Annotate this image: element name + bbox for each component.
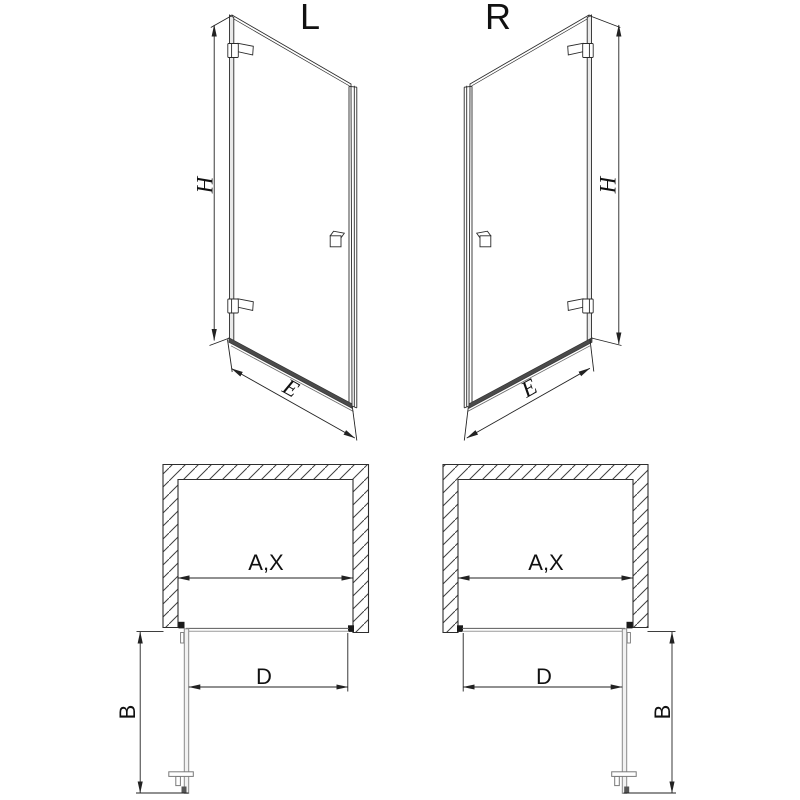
- door-dim-label-right: D: [536, 664, 552, 689]
- depth-dim-label-left: B: [115, 704, 140, 720]
- plan-left: [136, 465, 369, 794]
- opening-dim-label-right: A,X: [528, 550, 564, 575]
- elevation-right: [464, 15, 621, 441]
- pivot-block: [179, 622, 185, 629]
- plan-right: [443, 465, 676, 794]
- opening-dim-label-left: A,X: [248, 550, 284, 575]
- wall: [443, 465, 648, 633]
- width-dim-label-right: E: [516, 373, 542, 403]
- wall: [163, 465, 369, 633]
- pivot-block: [627, 622, 633, 629]
- closed-door-line: [186, 628, 349, 631]
- right-variant-label: R: [485, 0, 511, 37]
- width-dim-label-left: E: [278, 373, 304, 403]
- plan-handle-icon: [169, 772, 194, 786]
- door-leaf: [184, 629, 188, 794]
- leaf-end-cap: [624, 787, 629, 794]
- closed-door-line: [462, 628, 625, 631]
- door-dim-label-left: D: [256, 664, 272, 689]
- depth-dim-label-right: B: [650, 704, 675, 720]
- elevation-left: [210, 15, 357, 441]
- left-variant-label: L: [299, 0, 321, 37]
- height-dim-label-right: H: [595, 176, 621, 194]
- door-leaf: [622, 629, 626, 794]
- wall-bracket: [627, 633, 630, 644]
- b-dimension-left: [136, 632, 189, 793]
- height-dim-label-left: H: [192, 176, 218, 194]
- leaf-end-cap: [182, 787, 187, 794]
- wall-bracket: [181, 633, 184, 644]
